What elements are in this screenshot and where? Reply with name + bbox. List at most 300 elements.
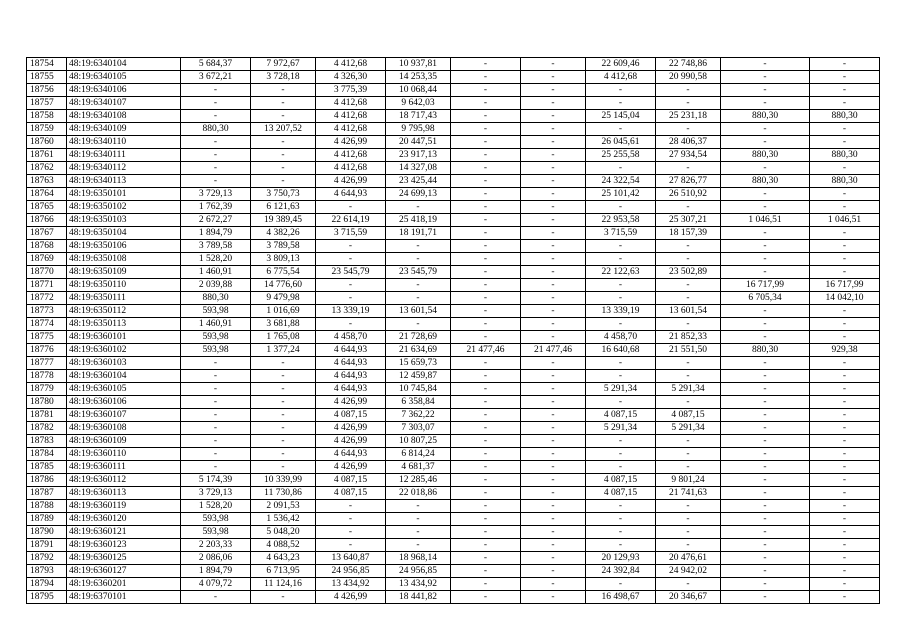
- value-cell: -: [251, 383, 316, 396]
- value-cell: 9 479,98: [251, 292, 316, 305]
- value-cell: -: [451, 305, 521, 318]
- value-cell: 23 545,79: [316, 266, 386, 279]
- value-cell: -: [721, 253, 810, 266]
- row-number-cell: 18775: [27, 331, 67, 344]
- value-cell: -: [181, 357, 251, 370]
- table-row: [27, 422, 880, 435]
- value-cell: -: [810, 409, 880, 422]
- value-cell: -: [656, 526, 721, 539]
- value-cell: -: [810, 370, 880, 383]
- value-cell: 25 145,04: [586, 110, 656, 123]
- value-cell: -: [521, 71, 586, 84]
- cadastral-number-cell: 48:19:6350108: [67, 253, 181, 266]
- value-cell: -: [656, 578, 721, 591]
- value-cell: 4 644,93: [316, 370, 386, 383]
- value-cell: -: [721, 162, 810, 175]
- value-cell: -: [451, 162, 521, 175]
- value-cell: 1 460,91: [181, 318, 251, 331]
- row-number-cell: 18758: [27, 110, 67, 123]
- row-number-cell: 18781: [27, 409, 67, 422]
- value-cell: -: [810, 435, 880, 448]
- value-cell: -: [316, 526, 386, 539]
- value-cell: 593,98: [181, 344, 251, 357]
- value-cell: -: [451, 539, 521, 552]
- value-cell: -: [810, 240, 880, 253]
- value-cell: 4 643,23: [251, 552, 316, 565]
- value-cell: 5 174,39: [181, 474, 251, 487]
- value-cell: -: [521, 500, 586, 513]
- value-cell: -: [810, 526, 880, 539]
- value-cell: 6 705,34: [721, 292, 810, 305]
- value-cell: 4 426,99: [316, 591, 386, 604]
- value-cell: 24 699,13: [386, 188, 451, 201]
- value-cell: -: [721, 58, 810, 71]
- value-cell: 4 458,70: [316, 331, 386, 344]
- value-cell: 5 291,34: [656, 422, 721, 435]
- value-cell: 13 640,87: [316, 552, 386, 565]
- row-number-cell: 18778: [27, 370, 67, 383]
- value-cell: 3 775,39: [316, 84, 386, 97]
- table-row: [27, 448, 880, 461]
- value-cell: 593,98: [181, 305, 251, 318]
- value-cell: -: [656, 253, 721, 266]
- value-cell: 6 121,63: [251, 201, 316, 214]
- value-cell: 13 339,19: [586, 305, 656, 318]
- value-cell: -: [451, 318, 521, 331]
- value-cell: -: [386, 201, 451, 214]
- value-cell: 1 765,08: [251, 331, 316, 344]
- value-cell: 4 087,15: [316, 409, 386, 422]
- value-cell: -: [810, 591, 880, 604]
- value-cell: -: [181, 409, 251, 422]
- value-cell: -: [810, 422, 880, 435]
- value-cell: -: [451, 409, 521, 422]
- value-cell: -: [451, 58, 521, 71]
- table-row: [27, 396, 880, 409]
- value-cell: -: [721, 370, 810, 383]
- value-cell: -: [181, 149, 251, 162]
- value-cell: -: [521, 539, 586, 552]
- value-cell: -: [316, 539, 386, 552]
- value-cell: 4 412,68: [316, 149, 386, 162]
- value-cell: 25 231,18: [656, 110, 721, 123]
- value-cell: 4 644,93: [316, 383, 386, 396]
- value-cell: 24 322,54: [586, 175, 656, 188]
- value-cell: 10 339,99: [251, 474, 316, 487]
- value-cell: -: [521, 370, 586, 383]
- value-cell: -: [521, 461, 586, 474]
- value-cell: -: [451, 383, 521, 396]
- value-cell: -: [721, 201, 810, 214]
- value-cell: -: [586, 253, 656, 266]
- value-cell: 11 730,86: [251, 487, 316, 500]
- value-cell: -: [181, 396, 251, 409]
- value-cell: 4 087,15: [316, 474, 386, 487]
- value-cell: 9 801,24: [656, 474, 721, 487]
- value-cell: -: [810, 448, 880, 461]
- value-cell: -: [316, 201, 386, 214]
- cadastral-number-cell: 48:19:6360201: [67, 578, 181, 591]
- row-number-cell: 18766: [27, 214, 67, 227]
- cadastral-number-cell: 48:19:6360102: [67, 344, 181, 357]
- value-cell: 593,98: [181, 513, 251, 526]
- value-cell: 13 434,92: [316, 578, 386, 591]
- value-cell: -: [451, 357, 521, 370]
- table-row: [27, 305, 880, 318]
- value-cell: -: [521, 188, 586, 201]
- value-cell: -: [451, 214, 521, 227]
- value-cell: 3 715,59: [316, 227, 386, 240]
- table-row: [27, 201, 880, 214]
- cadastral-number-cell: 48:19:6350113: [67, 318, 181, 331]
- value-cell: -: [521, 305, 586, 318]
- value-cell: -: [521, 591, 586, 604]
- value-cell: -: [810, 461, 880, 474]
- value-cell: 23 502,89: [656, 266, 721, 279]
- value-cell: 3 789,58: [181, 240, 251, 253]
- value-cell: 22 018,86: [386, 487, 451, 500]
- value-cell: -: [451, 513, 521, 526]
- value-cell: -: [656, 279, 721, 292]
- value-cell: -: [451, 110, 521, 123]
- value-cell: -: [721, 487, 810, 500]
- value-cell: 24 956,85: [386, 565, 451, 578]
- table-row: [27, 71, 880, 84]
- cadastral-number-cell: 48:19:6360125: [67, 552, 181, 565]
- row-number-cell: 18762: [27, 162, 67, 175]
- value-cell: -: [586, 97, 656, 110]
- value-cell: 22 609,46: [586, 58, 656, 71]
- value-cell: -: [721, 71, 810, 84]
- value-cell: -: [586, 357, 656, 370]
- table-row: [27, 240, 880, 253]
- value-cell: -: [810, 500, 880, 513]
- value-cell: -: [810, 305, 880, 318]
- cadastral-number-cell: 48:19:6360101: [67, 331, 181, 344]
- value-cell: -: [721, 383, 810, 396]
- cadastral-number-cell: 48:19:6360121: [67, 526, 181, 539]
- value-cell: -: [251, 409, 316, 422]
- cadastral-number-cell: 48:19:6340105: [67, 71, 181, 84]
- value-cell: -: [521, 331, 586, 344]
- value-cell: -: [721, 123, 810, 136]
- table-row: [27, 513, 880, 526]
- value-cell: 14 776,60: [251, 279, 316, 292]
- value-cell: -: [586, 123, 656, 136]
- value-cell: -: [251, 448, 316, 461]
- row-number-cell: 18795: [27, 591, 67, 604]
- value-cell: -: [810, 253, 880, 266]
- value-cell: -: [451, 240, 521, 253]
- table-row: [27, 162, 880, 175]
- value-cell: 24 956,85: [316, 565, 386, 578]
- value-cell: -: [181, 435, 251, 448]
- value-cell: -: [810, 357, 880, 370]
- value-cell: -: [251, 136, 316, 149]
- value-cell: -: [721, 240, 810, 253]
- value-cell: -: [451, 136, 521, 149]
- value-cell: 9 795,98: [386, 123, 451, 136]
- value-cell: -: [810, 84, 880, 97]
- value-cell: -: [181, 383, 251, 396]
- value-cell: -: [656, 448, 721, 461]
- value-cell: 4 087,15: [586, 487, 656, 500]
- value-cell: 20 476,61: [656, 552, 721, 565]
- value-cell: -: [251, 84, 316, 97]
- value-cell: 5 048,20: [251, 526, 316, 539]
- value-cell: -: [451, 435, 521, 448]
- value-cell: -: [521, 318, 586, 331]
- cadastral-number-cell: 48:19:6360106: [67, 396, 181, 409]
- value-cell: 7 303,07: [386, 422, 451, 435]
- value-cell: 13 207,52: [251, 123, 316, 136]
- value-cell: 4 681,37: [386, 461, 451, 474]
- row-number-cell: 18779: [27, 383, 67, 396]
- value-cell: -: [810, 383, 880, 396]
- value-cell: 880,30: [721, 175, 810, 188]
- value-cell: -: [386, 526, 451, 539]
- value-cell: -: [586, 396, 656, 409]
- value-cell: -: [451, 123, 521, 136]
- value-cell: 15 659,73: [386, 357, 451, 370]
- value-cell: 14 327,08: [386, 162, 451, 175]
- value-cell: -: [721, 526, 810, 539]
- table-row: [27, 84, 880, 97]
- value-cell: -: [251, 591, 316, 604]
- value-cell: 3 729,13: [181, 188, 251, 201]
- value-cell: -: [521, 253, 586, 266]
- value-cell: 4 079,72: [181, 578, 251, 591]
- value-cell: 10 807,25: [386, 435, 451, 448]
- value-cell: 18 191,71: [386, 227, 451, 240]
- value-cell: 20 447,51: [386, 136, 451, 149]
- value-cell: -: [521, 110, 586, 123]
- value-cell: -: [656, 240, 721, 253]
- value-cell: -: [251, 357, 316, 370]
- value-cell: -: [316, 253, 386, 266]
- value-cell: 21 728,69: [386, 331, 451, 344]
- value-cell: -: [451, 292, 521, 305]
- value-cell: -: [521, 565, 586, 578]
- cadastral-number-cell: 48:19:6340113: [67, 175, 181, 188]
- table-row: [27, 175, 880, 188]
- value-cell: 3 728,18: [251, 71, 316, 84]
- value-cell: 18 157,39: [656, 227, 721, 240]
- value-cell: -: [451, 84, 521, 97]
- value-cell: 12 459,87: [386, 370, 451, 383]
- value-cell: -: [251, 422, 316, 435]
- value-cell: -: [721, 331, 810, 344]
- value-cell: 4 087,15: [316, 487, 386, 500]
- value-cell: 16 717,99: [721, 279, 810, 292]
- cadastral-number-cell: 48:19:6360103: [67, 357, 181, 370]
- value-cell: -: [656, 461, 721, 474]
- value-cell: -: [586, 500, 656, 513]
- value-cell: -: [586, 513, 656, 526]
- value-cell: 9 642,03: [386, 97, 451, 110]
- table-row: [27, 539, 880, 552]
- value-cell: -: [181, 97, 251, 110]
- value-cell: 3 729,13: [181, 487, 251, 500]
- value-cell: -: [251, 97, 316, 110]
- value-cell: -: [656, 396, 721, 409]
- value-cell: -: [181, 84, 251, 97]
- value-cell: 10 068,44: [386, 84, 451, 97]
- value-cell: -: [810, 552, 880, 565]
- value-cell: 3 809,13: [251, 253, 316, 266]
- value-cell: -: [721, 591, 810, 604]
- value-cell: 4 382,26: [251, 227, 316, 240]
- value-cell: -: [181, 448, 251, 461]
- value-cell: -: [251, 461, 316, 474]
- row-number-cell: 18785: [27, 461, 67, 474]
- value-cell: -: [521, 526, 586, 539]
- cadastral-number-cell: 48:19:6360110: [67, 448, 181, 461]
- value-cell: 4 426,99: [316, 396, 386, 409]
- value-cell: -: [721, 500, 810, 513]
- value-cell: 21 634,69: [386, 344, 451, 357]
- value-cell: -: [521, 396, 586, 409]
- row-number-cell: 18786: [27, 474, 67, 487]
- value-cell: -: [451, 526, 521, 539]
- value-cell: 25 101,42: [586, 188, 656, 201]
- value-cell: -: [521, 136, 586, 149]
- value-cell: 5 291,34: [586, 383, 656, 396]
- row-number-cell: 18777: [27, 357, 67, 370]
- value-cell: -: [656, 539, 721, 552]
- table-row: [27, 58, 880, 71]
- value-cell: -: [656, 292, 721, 305]
- cadastral-number-cell: 48:19:6350106: [67, 240, 181, 253]
- value-cell: 3 715,59: [586, 227, 656, 240]
- value-cell: -: [656, 370, 721, 383]
- value-cell: -: [521, 383, 586, 396]
- value-cell: -: [721, 552, 810, 565]
- value-cell: -: [251, 149, 316, 162]
- value-cell: 880,30: [721, 344, 810, 357]
- value-cell: -: [251, 110, 316, 123]
- value-cell: 23 917,13: [386, 149, 451, 162]
- table-row: [27, 136, 880, 149]
- cadastral-number-cell: 48:19:6340111: [67, 149, 181, 162]
- value-cell: -: [451, 487, 521, 500]
- value-cell: -: [521, 357, 586, 370]
- table-row: [27, 318, 880, 331]
- value-cell: -: [521, 97, 586, 110]
- value-cell: 1 016,69: [251, 305, 316, 318]
- cadastral-number-cell: 48:19:6350101: [67, 188, 181, 201]
- cadastral-number-cell: 48:19:6350112: [67, 305, 181, 318]
- value-cell: -: [656, 97, 721, 110]
- row-number-cell: 18771: [27, 279, 67, 292]
- value-cell: -: [656, 513, 721, 526]
- value-cell: -: [656, 84, 721, 97]
- row-number-cell: 18769: [27, 253, 67, 266]
- table-row: [27, 331, 880, 344]
- value-cell: -: [721, 513, 810, 526]
- row-number-cell: 18754: [27, 58, 67, 71]
- cadastral-number-cell: 48:19:6360113: [67, 487, 181, 500]
- table-row: [27, 487, 880, 500]
- value-cell: -: [721, 565, 810, 578]
- row-number-cell: 18793: [27, 565, 67, 578]
- value-cell: -: [721, 227, 810, 240]
- value-cell: -: [181, 591, 251, 604]
- cadastral-number-cell: 48:19:6350109: [67, 266, 181, 279]
- value-cell: 5 291,34: [586, 422, 656, 435]
- value-cell: -: [521, 240, 586, 253]
- value-cell: 10 745,84: [386, 383, 451, 396]
- value-cell: 4 426,99: [316, 422, 386, 435]
- row-number-cell: 18760: [27, 136, 67, 149]
- cadastral-number-cell: 48:19:6360119: [67, 500, 181, 513]
- cadastral-number-cell: 48:19:6340106: [67, 84, 181, 97]
- row-number-cell: 18794: [27, 578, 67, 591]
- value-cell: 14 042,10: [810, 292, 880, 305]
- table-body: [27, 58, 880, 604]
- value-cell: 1 528,20: [181, 253, 251, 266]
- table-row: [27, 188, 880, 201]
- value-cell: 880,30: [721, 149, 810, 162]
- value-cell: 880,30: [810, 110, 880, 123]
- value-cell: -: [521, 84, 586, 97]
- value-cell: -: [656, 435, 721, 448]
- cadastral-number-cell: 48:19:6350104: [67, 227, 181, 240]
- value-cell: -: [656, 162, 721, 175]
- table-row: [27, 227, 880, 240]
- table-row: [27, 344, 880, 357]
- value-cell: 4 426,99: [316, 175, 386, 188]
- value-cell: 10 937,81: [386, 58, 451, 71]
- value-cell: 1 894,79: [181, 565, 251, 578]
- value-cell: 3 789,58: [251, 240, 316, 253]
- value-cell: -: [586, 240, 656, 253]
- row-number-cell: 18788: [27, 500, 67, 513]
- row-number-cell: 18773: [27, 305, 67, 318]
- value-cell: -: [721, 84, 810, 97]
- row-number-cell: 18767: [27, 227, 67, 240]
- value-cell: 26 510,92: [656, 188, 721, 201]
- value-cell: -: [810, 58, 880, 71]
- value-cell: -: [386, 279, 451, 292]
- value-cell: 1 046,51: [810, 214, 880, 227]
- cadastral-number-cell: 48:19:6350103: [67, 214, 181, 227]
- cadastral-number-cell: 48:19:6340112: [67, 162, 181, 175]
- value-cell: -: [521, 201, 586, 214]
- value-cell: 21 551,50: [656, 344, 721, 357]
- value-cell: 2 086,06: [181, 552, 251, 565]
- value-cell: -: [521, 292, 586, 305]
- value-cell: -: [721, 448, 810, 461]
- value-cell: -: [721, 396, 810, 409]
- value-cell: 880,30: [810, 175, 880, 188]
- value-cell: -: [721, 461, 810, 474]
- row-number-cell: 18780: [27, 396, 67, 409]
- value-cell: 4 426,99: [316, 136, 386, 149]
- value-cell: -: [586, 84, 656, 97]
- value-cell: -: [386, 253, 451, 266]
- value-cell: 4 426,99: [316, 435, 386, 448]
- value-cell: 880,30: [810, 149, 880, 162]
- value-cell: -: [251, 435, 316, 448]
- value-cell: 21 477,46: [451, 344, 521, 357]
- value-cell: -: [521, 474, 586, 487]
- row-number-cell: 18784: [27, 448, 67, 461]
- table-row: [27, 591, 880, 604]
- value-cell: 26 045,61: [586, 136, 656, 149]
- value-cell: 4 087,15: [586, 409, 656, 422]
- value-cell: -: [586, 578, 656, 591]
